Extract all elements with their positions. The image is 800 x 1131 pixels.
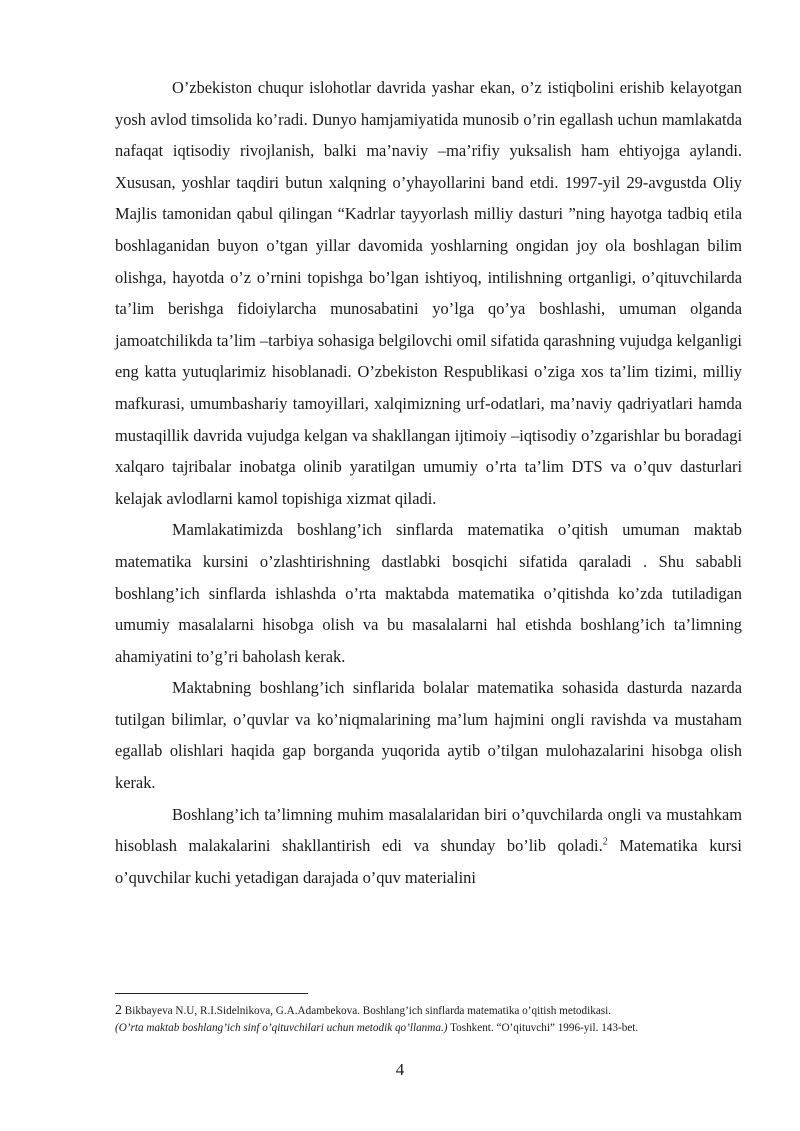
paragraph-2: Mamlakatimizda boshlang’ich sinflarda matematika o’qitish umuman maktab matematika kursini o’zlashtirishning dastlabki bosqichi sifatida qaraladi . Shu sababli boshlang’ich sinflarda ishlashda o’rta maktabda matematika o’qitishda ko’zda tutiladigan umumiy masalalarni hisobga olish va bu masalalarni hal etishda boshlang’ich ta’limning ahamiyatini to’g’ri baholash kerak. — [115, 520, 742, 666]
main-text — [115, 72, 742, 893]
paragraph-4-text-end: Matematika kursi o’quvchilar kuchi yetadigan darajada o’quv materialini — [115, 836, 742, 887]
page-number: 4 — [395, 1060, 405, 1079]
paragraph-1: O’zbekiston chuqur islohotlar davrida yashar ekan, o’z istiqbolini erishib kelayotgan yosh avlod timsolida ko’radi. Dunyo hamjamiyatida munosib o’rin egallash uchun mamlakatda nafaqat iqtisodiy rivojlanish, balki ma’naviy –ma’rifiy yuksalish ham ehtiyojga aylandi. Xususan, yoshlar taqdiri butun xalqning o’yhayollarini band etdi. 1997-yil 29-avgustda Oliy Majlis tamonidan qabul qilingan “Kadrlar tayyorlash milliy dasturi ”ning hayotga tadbiq etila boshlaganidan buyon o’tgan yillar davomida yoshlarning ongidan joy ola boshlagan bilim olishga, hayotda o’z o’rnini topishga bo’lgan ishtiyoq, intilishning ortganligi, o’qituvchilarda ta’lim berishga fidoiylarcha munosabatini yo’lga qo’ya boshlashi, umuman olganda jamoatchilikda ta’lim –tarbiya sohasiga belgilovchi omil sifatida qarashning vujudga kelganligi eng katta yutuqlarimiz hisoblanadi. O’zbekiston Respublikasi o’ziga xos ta’lim tizimi, milliy mafkurasi, umumbashariy tamoyillari, xalqimizning urf-odatlari, ma’naviy qadriyatlari hamda mustaqillik davrida vujudga kelgan va shakllangan ijtimoiy –iqtisodiy o’zgarishlar bu boradagi xalqaro tajribalar inobatga olinib yaratilgan umumiy o’rta ta’lim DTS va o’quv dasturlari kelajak avlodlarni kamol topishiga xizmat qiladi. — [115, 78, 742, 508]
paragraph-3: Maktabning boshlang’ich sinflarida bolalar matematika sohasida dasturda nazarda tutilgan bilimlar, o’quvlar va ko’niqmalarining ma’lum hajmini ongli ravishda va mustaham egallab olishlari haqida gap borganda yuqorida aytib o’tilgan mulohazalarini hisobga olish kerak. — [115, 678, 742, 793]
paragraph-4-text-start: Boshlang’ich ta’limning muhim masalalaridan biri o’quvchilarda ongli va mustahkam hisoblash malakalarini shakllantirish edi va shunday bo’lib qoladi. — [115, 804, 742, 856]
footnote-separator — [115, 993, 308, 994]
footnote — [115, 1002, 742, 1037]
paragraph-4 — [115, 799, 742, 894]
footnote-text: Bikbayeva N.U, R.I.Sidelnikova, G.A.Adambekova. Boshlang’ich sinflarda matematika o’qitish metodikasi. — [122, 1005, 612, 1017]
footnote-tail: Toshkent. “O’qituvchi” 1996-yil. 143-bet. — [447, 1022, 639, 1034]
footnote-reference: 2 — [602, 836, 608, 848]
footnote-number: 2 — [115, 1003, 122, 1018]
footnote-italic-text: (O’rta maktab boshlang’ich sinf o’qituvchilari uchun metodik qo’llanma.) — [115, 1022, 448, 1034]
